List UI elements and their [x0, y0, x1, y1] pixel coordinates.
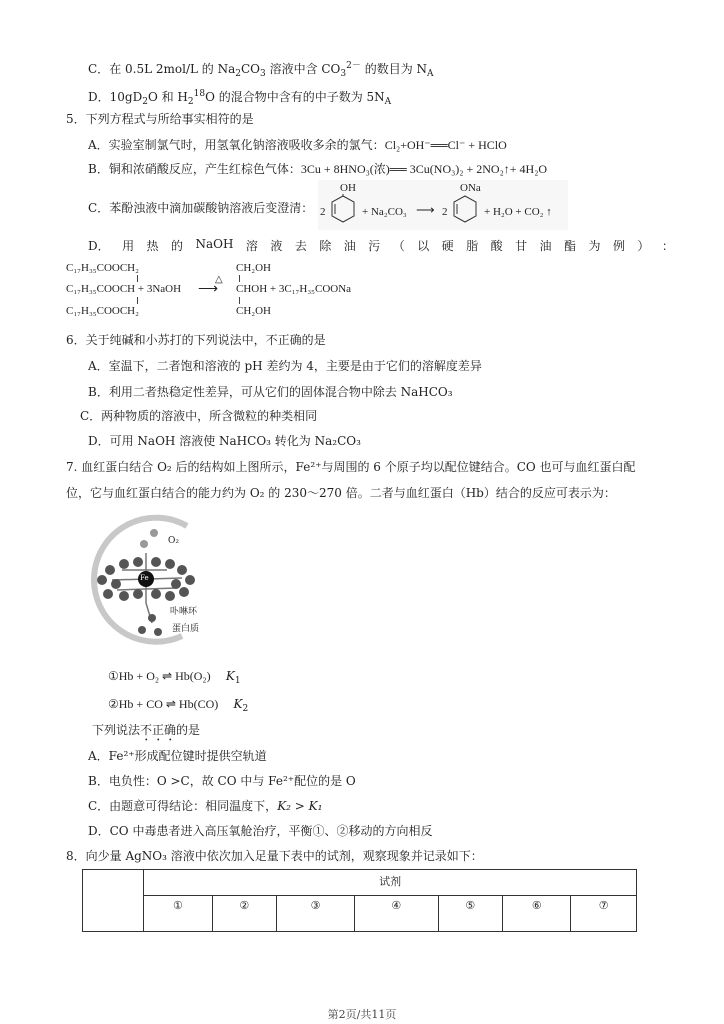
saponification-equation [66, 262, 366, 324]
q7-stem-line1: 7. 血红蛋白结合 O₂ 后的结构如上图所示，Fe²⁺与周围的 6 个原子均以配位键结合。CO 也可与血红蛋白配 [66, 460, 636, 474]
table-col-5: ⑤ [438, 896, 503, 932]
q5-option-c: C．苯酚浊液中滴加碳酸钠溶液后变澄清： [88, 201, 314, 215]
q5-option-d [88, 237, 674, 254]
q7-option-b: B．电负性：O >C，故 CO 中与 Fe²⁺配位的是 O [88, 774, 356, 788]
q6-option-b: B．利用二者热稳定性差异，可从它们的固体混合物中除去 NaHCO₃ [88, 385, 453, 399]
ester-line-2: C₁₇H₃₅COOCH + 3NaOH [66, 283, 182, 295]
token: 污 [368, 239, 381, 253]
token: ： [661, 239, 674, 253]
q7-ask: 下列说法不正确的是 [92, 723, 201, 737]
token: 甘 [515, 239, 528, 253]
token: 油 [539, 239, 552, 253]
sodium-carbonate-term: + Na₂CO₃ [362, 206, 407, 218]
q4-option-d: D．$10gD_2O$ 和 $H_2^{18}O$ 的混合物中含有的中子数为 $5N_A$ [88, 89, 392, 107]
token: 酸 [490, 239, 503, 253]
page-number: 第2页/共11页 [327, 1008, 397, 1021]
equilibrium-1: ①Hb + O₂ ⇌ Hb(O₂) $K_1$ [108, 669, 241, 686]
token: D． [88, 239, 110, 253]
table-col-1: ① [144, 896, 212, 932]
table-col-2: ② [212, 896, 277, 932]
glycerol-line-3: CH₂OH [236, 305, 272, 317]
reaction-arrow-icon: ⟶ [198, 282, 219, 297]
token: 油 [343, 239, 356, 253]
reagent-table [82, 869, 637, 932]
token: （ [392, 239, 405, 253]
protein-label: 蛋白质 [172, 624, 200, 634]
table-header-reagent: 试剂 [144, 870, 637, 896]
token: 以 [417, 239, 430, 253]
table-corner-cell [83, 870, 144, 932]
token: 酯 [564, 239, 577, 253]
token: 例 [612, 239, 625, 253]
token: 的 [171, 239, 184, 253]
table-col-7: ⑦ [571, 896, 637, 932]
phenoxide-ona-label: ONa [460, 182, 481, 194]
token: 用 [122, 239, 135, 253]
phenol-coefficient: 2 [320, 206, 326, 218]
benzene-ring-icon [452, 194, 478, 224]
token: 硬 [441, 239, 454, 253]
q6-stem: 6．关于纯碱和小苏打的下列说法中，不正确的是 [66, 333, 326, 347]
token: 为 [588, 239, 601, 253]
ester-line-1: C₁₇H₃₅COOCH₂ [66, 262, 139, 274]
q7-stem-line2: 位，它与血红蛋白结合的能力约为 O₂ 的 230～270 倍。二者与血红蛋白（Hb）结合的反应可表示为： [66, 486, 616, 500]
reaction-arrow-icon: ⟶ [416, 202, 435, 217]
phenoxide-coefficient: 2 [442, 206, 448, 218]
q7-option-c: C．由题意可得结论：相同温度下，K₂ > K₁ [88, 799, 323, 813]
fe-label: Fe [140, 574, 149, 582]
token: 热 [146, 239, 159, 253]
q5-option-a: A．实验室制氯气时，用氢氧化钠溶液吸收多余的氯气：Cl₂+OH⁻══Cl⁻ + HClO [88, 138, 507, 152]
heat-condition: △ [215, 274, 223, 285]
phenol-equation [318, 180, 568, 230]
table-col-3: ③ [277, 896, 355, 932]
products-tail: + H₂O + CO₂ ↑ [484, 206, 552, 218]
token: 脂 [466, 239, 479, 253]
q6-option-c: C．两种物质的溶液中，所含微粒的种类相同 [80, 409, 318, 423]
phenol-oh-label: OH [340, 182, 356, 194]
glycerol-line-2: CHOH + 3C₁₇H₃₅COONa [236, 283, 352, 295]
bond-line [137, 297, 138, 304]
table-col-6: ⑥ [503, 896, 571, 932]
table-col-4: ④ [354, 896, 438, 932]
token: 溶 [245, 239, 258, 253]
token: 除 [319, 239, 332, 253]
token: NaOH [195, 237, 234, 251]
token: ） [637, 239, 650, 253]
q7-option-d: D．CO 中毒患者进入高压氧舱治疗，平衡①、②移动的方向相反 [88, 824, 433, 838]
q5-stem: 5．下列方程式与所给事实相符的是 [66, 112, 254, 126]
glycerol-line-1: CH₂OH [236, 262, 272, 274]
hemoglobin-structure-figure [72, 508, 217, 653]
q6-option-a: A．室温下，二者饱和溶液的 pH 差约为 4，主要是由于它们的溶解度差异 [88, 359, 482, 373]
q6-option-d: D．可用 NaOH 溶液使 NaHCO₃ 转化为 Na₂CO₃ [88, 434, 361, 448]
ester-line-3: C₁₇H₃₅COOCH₂ [66, 305, 139, 317]
q7-option-a: A．Fe²⁺形成配位键时提供空轨道 [88, 749, 267, 763]
q4-option-c: C．在 0.5L 2mol/L 的 $Na_2CO_3$ 溶液中含 $CO_3^{2-}$ 的数目为 $N_A$ [88, 61, 434, 79]
o2-label: O₂ [168, 536, 179, 546]
bond-line [239, 275, 240, 282]
bond-line [239, 297, 240, 304]
benzene-ring-icon [330, 194, 356, 224]
q5-option-b: B．铜和浓硝酸反应，产生红棕色气体：3Cu + 8HNO₃(浓)══ 3Cu(NO₃)₂ + 2NO₂↑+ 4H₂O [88, 162, 548, 176]
porphyrin-label: 卟啉环 [170, 607, 198, 617]
token: 液 [270, 239, 283, 253]
q8-stem: 8．向少量 AgNO₃ 溶液中依次加入足量下表中的试剂，观察现象并记录如下： [66, 849, 483, 863]
bond-line [137, 275, 138, 282]
token: 去 [294, 239, 307, 253]
equilibrium-2: ②Hb + CO ⇌ Hb(CO) $K_2$ [108, 697, 249, 714]
